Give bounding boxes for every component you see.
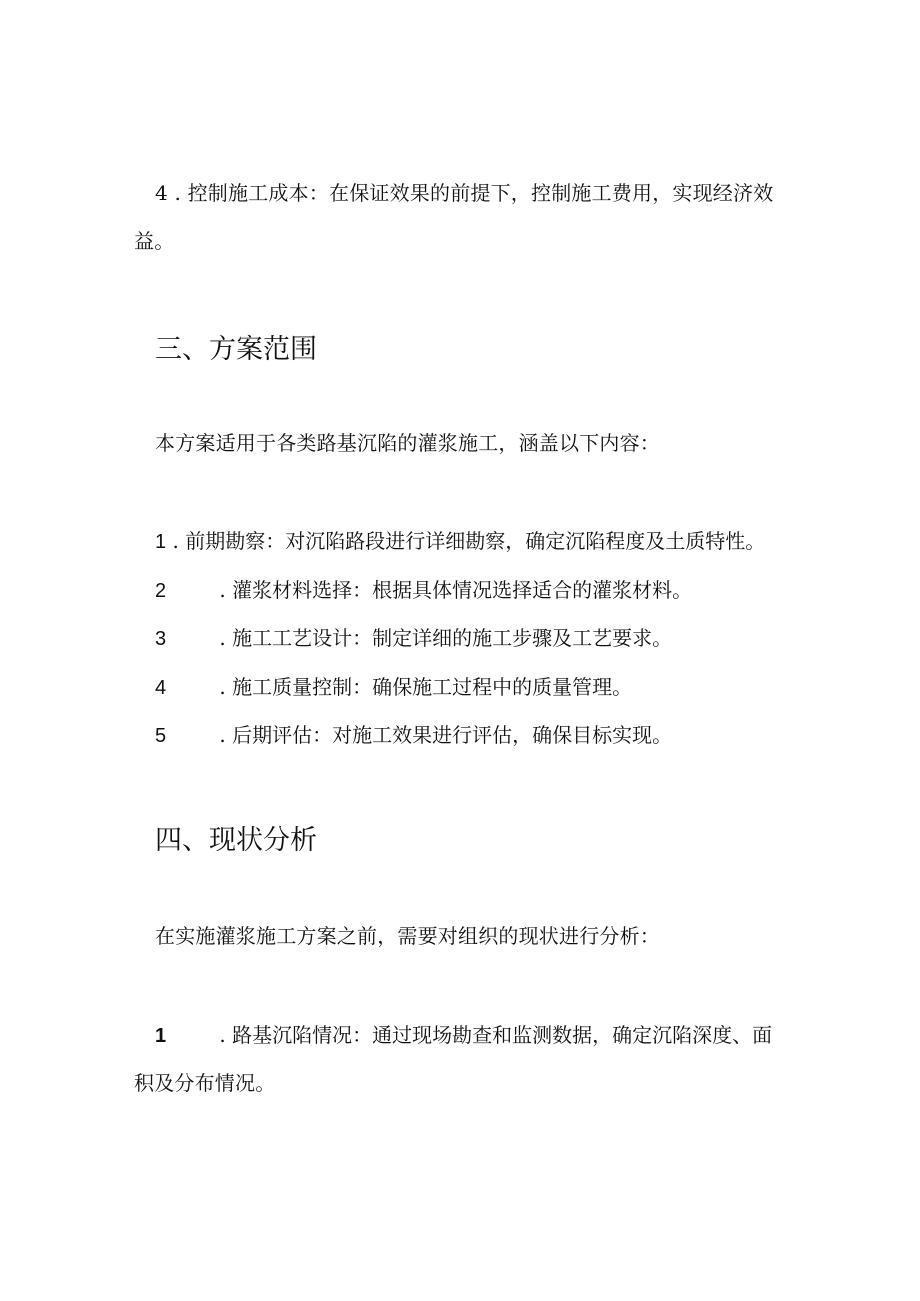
section-3-intro: 本方案适用于各类路基沉陷的灌浆施工，涵盖以下内容： xyxy=(155,431,660,455)
goal-item-4-line1: 4 . 控制施工成本：在保证效果的前提下，控制施工费用，实现经济效 xyxy=(155,181,774,205)
list-number: 5 xyxy=(155,725,167,747)
list-number: 4 xyxy=(155,677,167,699)
goal-item-4-line2: 益。 xyxy=(134,229,175,253)
section-3-heading: 三、方案范围 xyxy=(155,334,317,365)
scope-list-item xyxy=(155,578,692,602)
list-text: . 前期勘察：对沉陷路段进行详细勘察，确定沉陷程度及土质特性。 xyxy=(172,529,766,553)
section-4-intro: 在实施灌浆施工方案之前，需要对组织的现状进行分析： xyxy=(155,924,660,948)
list-number: 1 xyxy=(155,1025,167,1047)
scope-list-item xyxy=(155,675,632,699)
section-4-heading: 四、现状分析 xyxy=(155,825,317,856)
list-text: . 路基沉陷情况：通过现场勘查和监测数据，确定沉陷深度、面 xyxy=(219,1023,773,1047)
analysis-list-item-continuation: 积及分布情况。 xyxy=(134,1071,276,1095)
list-text: . 施工质量控制：确保施工过程中的质量管理。 xyxy=(219,675,633,699)
list-text: . 施工工艺设计：制定详细的施工步骤及工艺要求。 xyxy=(219,626,673,650)
list-text: . 后期评估：对施工效果进行评估，确保目标实现。 xyxy=(219,723,673,747)
scope-list-item xyxy=(155,529,765,553)
list-number: 2 xyxy=(155,580,167,602)
scope-list-item xyxy=(155,723,672,747)
analysis-list-item xyxy=(155,1023,772,1047)
list-text: . 灌浆材料选择：根据具体情况选择适合的灌浆材料。 xyxy=(219,578,693,602)
list-number: 3 xyxy=(155,628,167,650)
list-number: 1 xyxy=(155,531,167,553)
scope-list-item xyxy=(155,626,672,650)
